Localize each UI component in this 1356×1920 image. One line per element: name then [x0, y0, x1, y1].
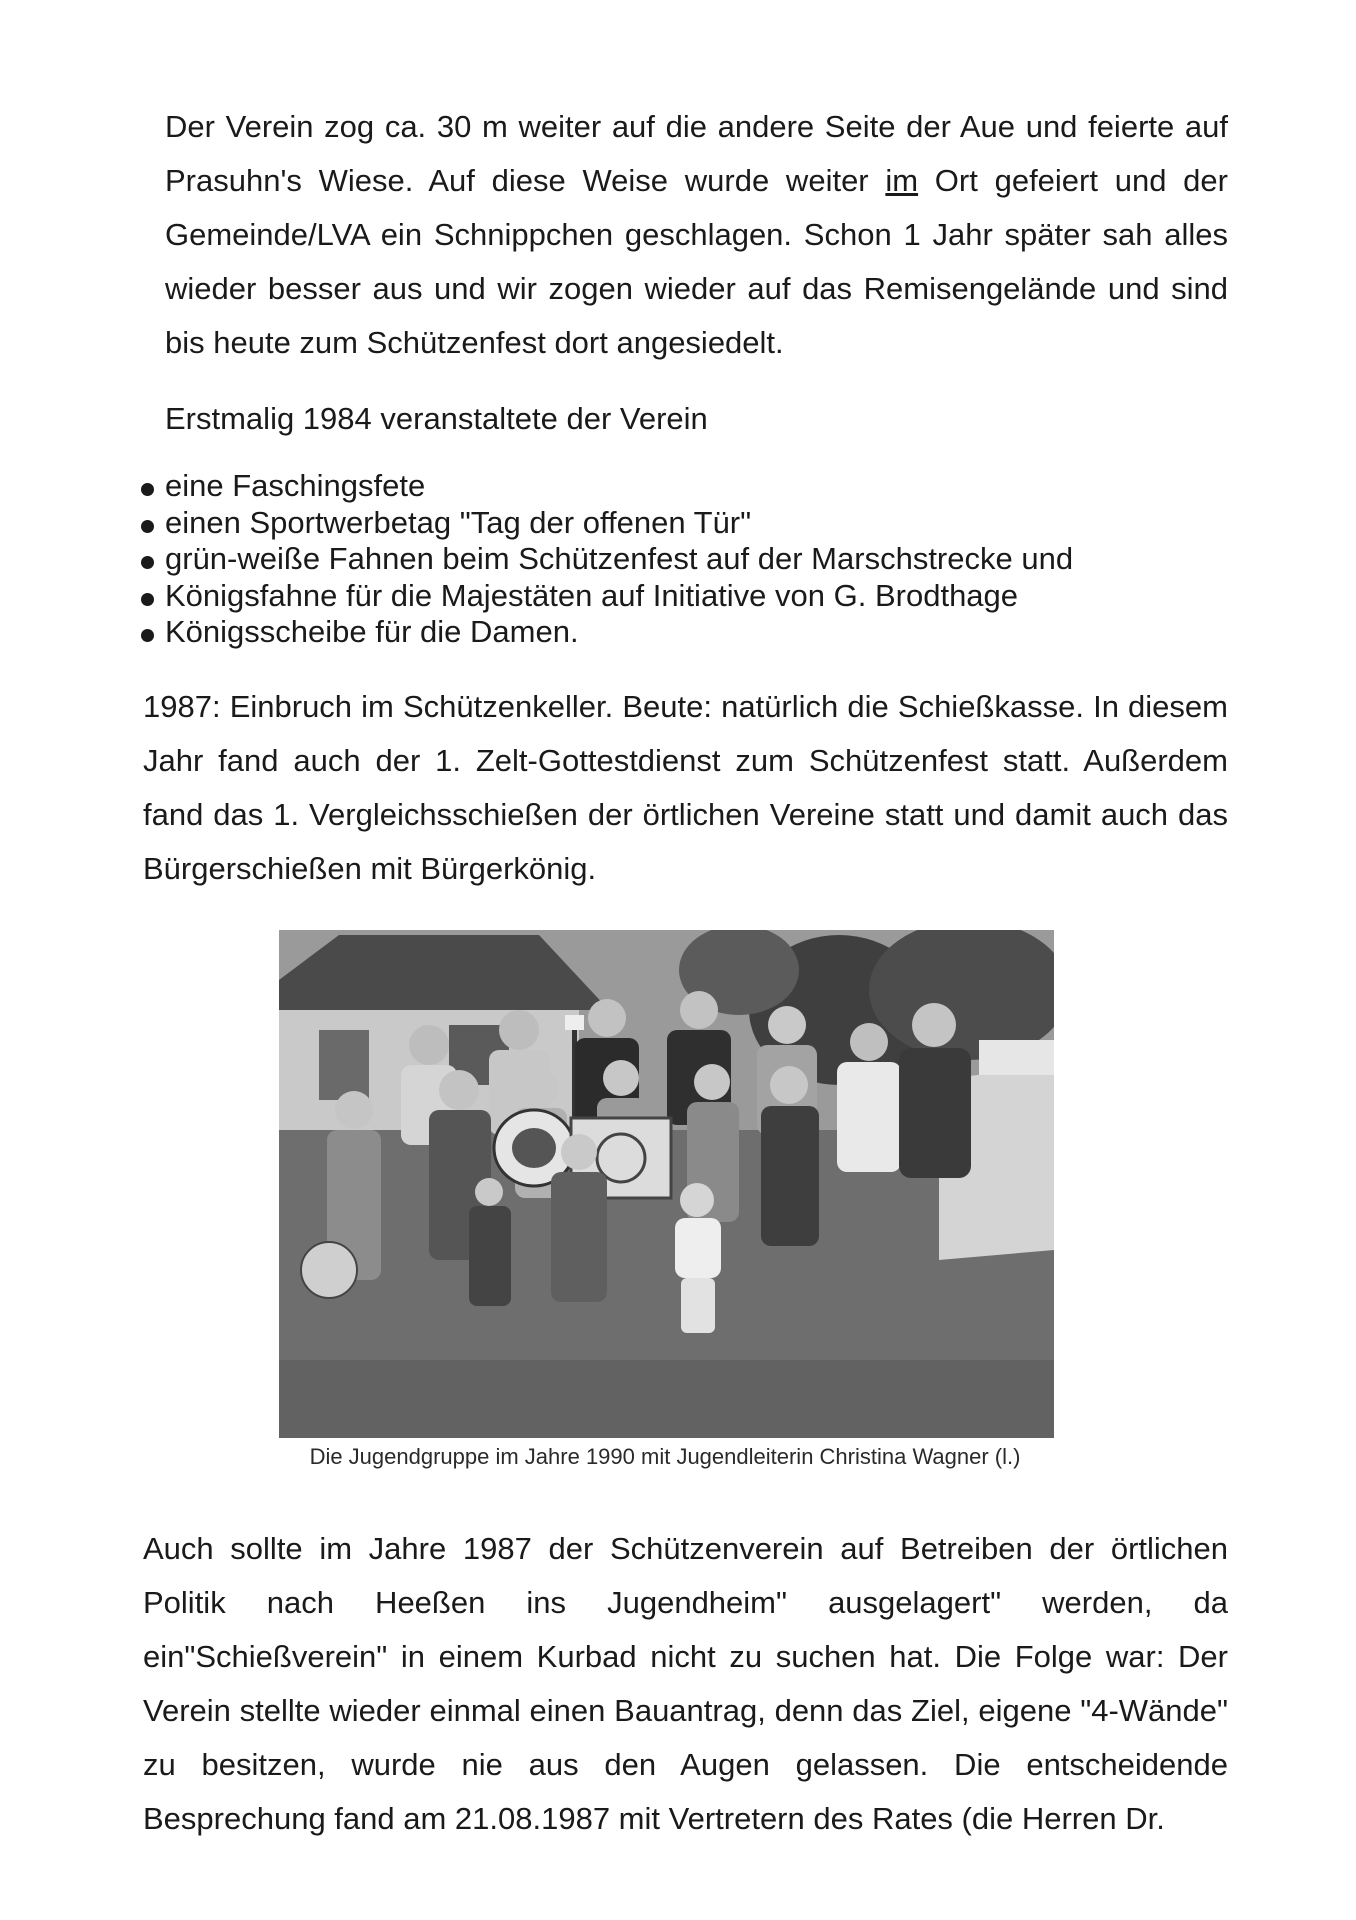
underlined-word: im: [885, 163, 919, 198]
list-item: [140, 468, 1240, 505]
paragraph-festival-move: [165, 100, 1228, 370]
list-item: [140, 578, 1240, 615]
bullet-dot-icon: [141, 520, 154, 533]
bullet-dot-icon: [141, 629, 154, 642]
bullet-dot-icon: [141, 556, 154, 569]
paragraph-festival-move-part-2: Ort gefeiert und der Gemeinde/LVA ein Schnippchen geschlagen. Schon 1 Jahr später sah alles wieder besser aus und wir zogen wieder auf das Remisengelände und sind bis heute zum Schützenfest dort angesiedelt.: [165, 163, 1228, 360]
paragraph-festival-move-part-1: Der Verein zog ca. 30 m weiter auf die andere Seite der Aue und feierte auf Prasuhn's Wiese. Auf diese Weise wurde weiter: [165, 109, 1228, 198]
photo-caption: Die Jugendgruppe im Jahre 1990 mit Jugendleiterin Christina Wagner (l.): [309, 1444, 1021, 1469]
events-1984-list: [140, 468, 1240, 651]
bullet-dot-icon: [141, 483, 154, 496]
list-item-text: eine Faschingsfete: [165, 468, 426, 503]
photo-illustration: [279, 930, 1054, 1438]
list-item: [140, 505, 1240, 542]
bullet-dot-icon: [141, 593, 154, 606]
list-item: [140, 541, 1240, 578]
paragraph-1987-relocation: Auch sollte im Jahre 1987 der Schützenverein auf Betreiben der örtlichen Politik nach Heeßen ins Jugendheim" ausgelagert" werden, da ein"Schießverein" in einem Kurbad nicht zu suchen hat. Die Folge war: Der Verein stellte wieder einmal einen Bauantrag, denn das Ziel, eigene "4-Wände" zu besitzen, wurde nie aus den Augen gelassen. Die entscheidende Besprechung fand am 21.08.1987 mit Vertretern des Rates (die Herren Dr.: [143, 1531, 1228, 1836]
paragraph-1984-intro: Erstmalig 1984 veranstaltete der Verein: [165, 401, 708, 436]
youth-group-photo: [279, 930, 1054, 1438]
list-item-text: einen Sportwerbetag "Tag der offenen Tür": [165, 504, 752, 540]
list-item-text: Königsscheibe für die Damen.: [165, 614, 579, 649]
list-item-text: grün-weiße Fahnen beim Schützenfest auf der Marschstrecke und: [165, 541, 1074, 576]
list-item-text: Königsfahne für die Majestäten auf Initiative von G. Brodthage: [165, 577, 1019, 613]
paragraph-1987-events: 1987: Einbruch im Schützenkeller. Beute: natürlich die Schießkasse. In diesem Jahr fand auch der 1. Zelt-Gottestdienst zum Schützenfest statt. Außerdem fand das 1. Vergleichsschießen der örtlichen Vereine statt und damit auch das Bürgerschießen mit Bürgerkönig.: [143, 689, 1228, 886]
list-item: [140, 614, 1240, 651]
